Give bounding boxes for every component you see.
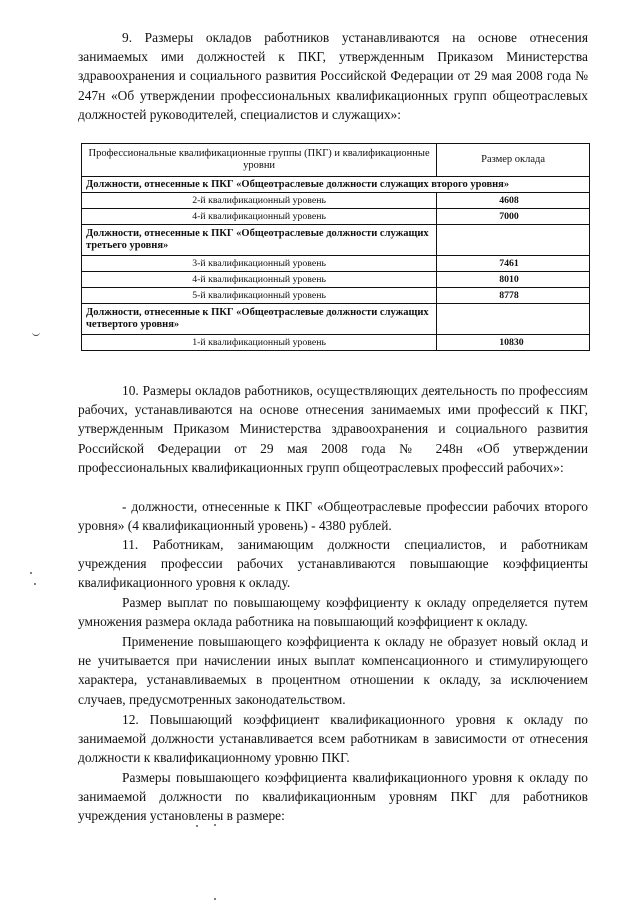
salary-cell: 8010 xyxy=(437,272,590,288)
paragraph-11-c: Применение повышающего коэффициента к окладу не образует новый оклад и не учитывается при начислении иных выплат компенсационного и стимулирующего характера, устанавливаемых в процентном отношении к окладу, за исключением случаев, предусмотренных законодательством. xyxy=(78,634,588,707)
table-row xyxy=(82,193,590,209)
table-group-row xyxy=(82,177,590,193)
salary-cell: 4608 xyxy=(437,193,590,209)
group-title: Должности, отнесенные к ПКГ «Общеотраслевые должности служащих третьего уровня» xyxy=(82,225,437,256)
level-cell: 2-й квалификационный уровень xyxy=(82,193,437,209)
paragraph-12-b: Размеры повышающего коэффициента квалификационного уровня к окладу по занимаемой должности по квалификационным уровням ПКГ для работников учреждения установлены в размере: xyxy=(78,770,588,824)
level-cell: 5-й квалификационный уровень xyxy=(82,288,437,304)
salary-cell: 7461 xyxy=(437,256,590,272)
header-salary: Размер оклада xyxy=(437,144,590,177)
scan-dot xyxy=(214,824,216,826)
salary-table xyxy=(81,143,590,351)
table-row xyxy=(82,288,590,304)
header-pkg: Профессиональные квалификационные группы (ПКГ) и квалификационные уровни xyxy=(82,144,437,177)
scan-mark xyxy=(32,330,40,336)
paragraph-12: 12. Повышающий коэффициент квалификационного уровня к окладу по занимаемой должности устанавливается всем работникам в зависимости от отнесения должности к квалификационному уровню ПКГ. xyxy=(78,712,588,766)
level-cell: 4-й квалификационный уровень xyxy=(82,209,437,225)
level-cell: 3-й квалификационный уровень xyxy=(82,256,437,272)
level-cell: 4-й квалификационный уровень xyxy=(82,272,437,288)
group-title: Должности, отнесенные к ПКГ «Общеотраслевые должности служащих четвертого уровня» xyxy=(82,304,437,335)
table-row xyxy=(82,335,590,351)
empty-cell xyxy=(437,304,590,335)
salary-cell: 7000 xyxy=(437,209,590,225)
paragraph-11-b: Размер выплат по повышающему коэффициенту к окладу определяется путем умножения размера оклада работника на повышающий коэффициент к окладу. xyxy=(78,595,588,630)
paragraph-10: 10. Размеры окладов работников, осуществляющих деятельность по профессиям рабочих, устанавливаются на основе отнесения занимаемых ими профессий к ПКГ, утвержденным Приказом Министерства здравоохранения и социального развития Российской Федерации от 29 мая 2008 года № 248н «Об утверждении профессиональных квалификационных групп общеотраслевых профессий рабочих»: xyxy=(78,383,588,475)
table-header-row xyxy=(82,144,590,177)
salary-cell: 10830 xyxy=(437,335,590,351)
empty-cell xyxy=(437,225,590,256)
table-row xyxy=(82,272,590,288)
scan-dot xyxy=(34,583,36,585)
scan-dot xyxy=(30,572,32,574)
table-row xyxy=(82,209,590,225)
table-group-row xyxy=(82,304,590,335)
scan-dot xyxy=(196,825,198,827)
paragraph-9: 9. Размеры окладов работников устанавливаются на основе отнесения занимаемых ими должностей к ПКГ, утвержденным Приказом Министерства здравоохранения и социального развития Российской Федерации от 29 мая 2008 года № 247н «Об утверждении профессиональных квалификационных групп общеотраслевых должностей руководителей, специалистов и служащих»: xyxy=(78,30,588,122)
paragraph-11: 11. Работникам, занимающим должности специалистов, и работникам учреждения профессии рабочих устанавливаются повышающие коэффициенты квалификационного уровня к окладу. xyxy=(78,537,588,591)
table-row xyxy=(82,256,590,272)
paragraph-10-item: - должности, отнесенные к ПКГ «Общеотраслевые профессии рабочих второго уровня» (4 квалификационный уровень) - 4380 рублей. xyxy=(78,499,588,534)
table-group-row xyxy=(82,225,590,256)
scan-dot xyxy=(214,898,216,900)
salary-cell: 8778 xyxy=(437,288,590,304)
group-title: Должности, отнесенные к ПКГ «Общеотраслевые должности служащих второго уровня» xyxy=(82,177,590,193)
level-cell: 1-й квалификационный уровень xyxy=(82,335,437,351)
